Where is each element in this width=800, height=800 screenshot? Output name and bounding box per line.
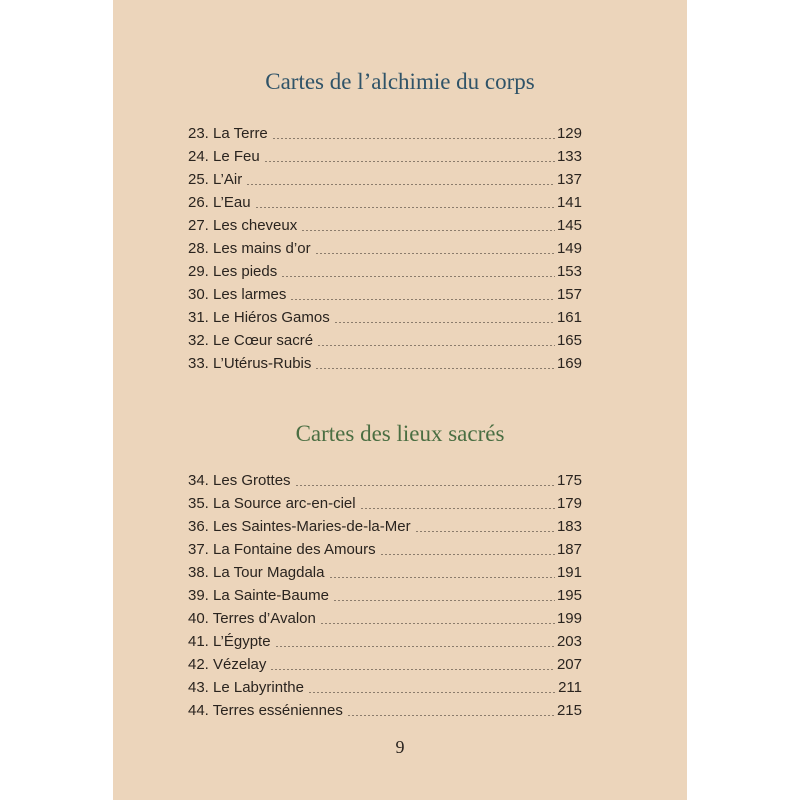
toc-entry [188,699,582,722]
toc-entry-label: 36. Les Saintes-Maries-de-la-Mer [188,518,411,535]
toc-entry-label: 24. Le Feu [188,148,260,165]
toc-entry-label: 44. Terres esséniennes [188,702,343,719]
dot-leader [320,623,555,624]
toc-entry [188,329,582,352]
toc-entry-label: 25. L’Air [188,171,243,188]
toc-entry-page: 157 [556,286,582,303]
toc-list-alchimie [188,122,582,375]
toc-entry-label: 43. Le Labyrinthe [188,679,304,696]
dot-leader [255,207,555,208]
toc-entry [188,561,582,584]
toc-entry [188,630,582,653]
toc-entry [188,584,582,607]
toc-entry-label: 33. L’Utérus-Rubis [188,355,312,372]
toc-entry-label: 42. Vézelay [188,656,267,673]
dot-leader [264,161,555,162]
toc-entry [188,237,582,260]
toc-entry-page: 141 [556,194,582,211]
toc-entry [188,515,582,538]
dot-leader [281,276,555,277]
toc-entry-label: 37. La Fontaine des Amours [188,541,376,558]
section-title-alchimie: Cartes de l’alchimie du corps [265,69,535,94]
section-title-lieux-sacres: Cartes des lieux sacrés [295,421,505,446]
toc-entry-page: 133 [556,148,582,165]
toc-entry-label: 38. La Tour Magdala [188,564,325,581]
dot-leader [315,253,555,254]
toc-entry-page: 207 [556,656,582,673]
toc-entry [188,607,582,630]
toc-entry [188,676,582,699]
toc-entry-page: 211 [558,679,582,696]
toc-entry-label: 39. La Sainte-Baume [188,587,329,604]
toc-entry-label: 28. Les mains d’or [188,240,311,257]
toc-entry-page: 195 [556,587,582,604]
toc-entry-label: 27. Les cheveux [188,217,298,234]
toc-entry [188,469,582,492]
toc-entry-label: 23. La Terre [188,125,268,142]
toc-entry [188,492,582,515]
toc-entry-page: 215 [556,702,582,719]
toc-list-lieux-sacres [188,469,582,722]
toc-entry [188,538,582,561]
dot-leader [246,184,555,185]
toc-entry [188,283,582,306]
toc-entry-page: 199 [556,610,582,627]
dot-leader [415,531,555,532]
toc-entry-page: 153 [556,263,582,280]
dot-leader [272,138,555,139]
toc-entry-label: 26. L’Eau [188,194,251,211]
toc-entry-page: 137 [556,171,582,188]
toc-entry [188,306,582,329]
page-number: 9 [395,737,405,757]
toc-entry [188,653,582,676]
dot-leader [329,577,555,578]
dot-leader [270,669,555,670]
toc-entry-label: 29. Les pieds [188,263,278,280]
dot-leader [317,345,555,346]
toc-entry [188,352,582,375]
toc-entry-label: 34. Les Grottes [188,472,291,489]
toc-entry-page: 165 [556,332,582,349]
toc-entry-page: 129 [556,125,582,142]
toc-entry [188,145,582,168]
dot-leader [301,230,555,231]
dot-leader [380,554,555,555]
toc-entry-page: 179 [556,495,582,512]
toc-entry-page: 161 [556,309,582,326]
dot-leader [360,508,555,509]
toc-entry [188,191,582,214]
toc-entry-page: 149 [556,240,582,257]
toc-entry [188,122,582,145]
dot-leader [347,715,555,716]
toc-entry [188,260,582,283]
dot-leader [295,485,555,486]
toc-entry-page: 183 [556,518,582,535]
toc-entry-page: 175 [556,472,582,489]
toc-entry-label: 35. La Source arc-en-ciel [188,495,356,512]
toc-entry-label: 30. Les larmes [188,286,287,303]
dot-leader [333,600,555,601]
toc-entry-label: 41. L’Égypte [188,633,271,650]
toc-entry-label: 32. Le Cœur sacré [188,332,314,349]
book-page [113,0,687,800]
dot-leader [275,646,555,647]
toc-entry-page: 169 [556,355,582,372]
toc-entry-label: 31. Le Hiéros Gamos [188,309,330,326]
toc-entry-page: 187 [556,541,582,558]
dot-leader [308,692,556,693]
toc-entry-page: 145 [556,217,582,234]
toc-entry-page: 191 [556,564,582,581]
toc-entry [188,168,582,191]
toc-entry-page: 203 [556,633,582,650]
toc-entry [188,214,582,237]
dot-leader [315,368,555,369]
dot-leader [334,322,555,323]
dot-leader [290,299,555,300]
toc-entry-label: 40. Terres d’Avalon [188,610,316,627]
